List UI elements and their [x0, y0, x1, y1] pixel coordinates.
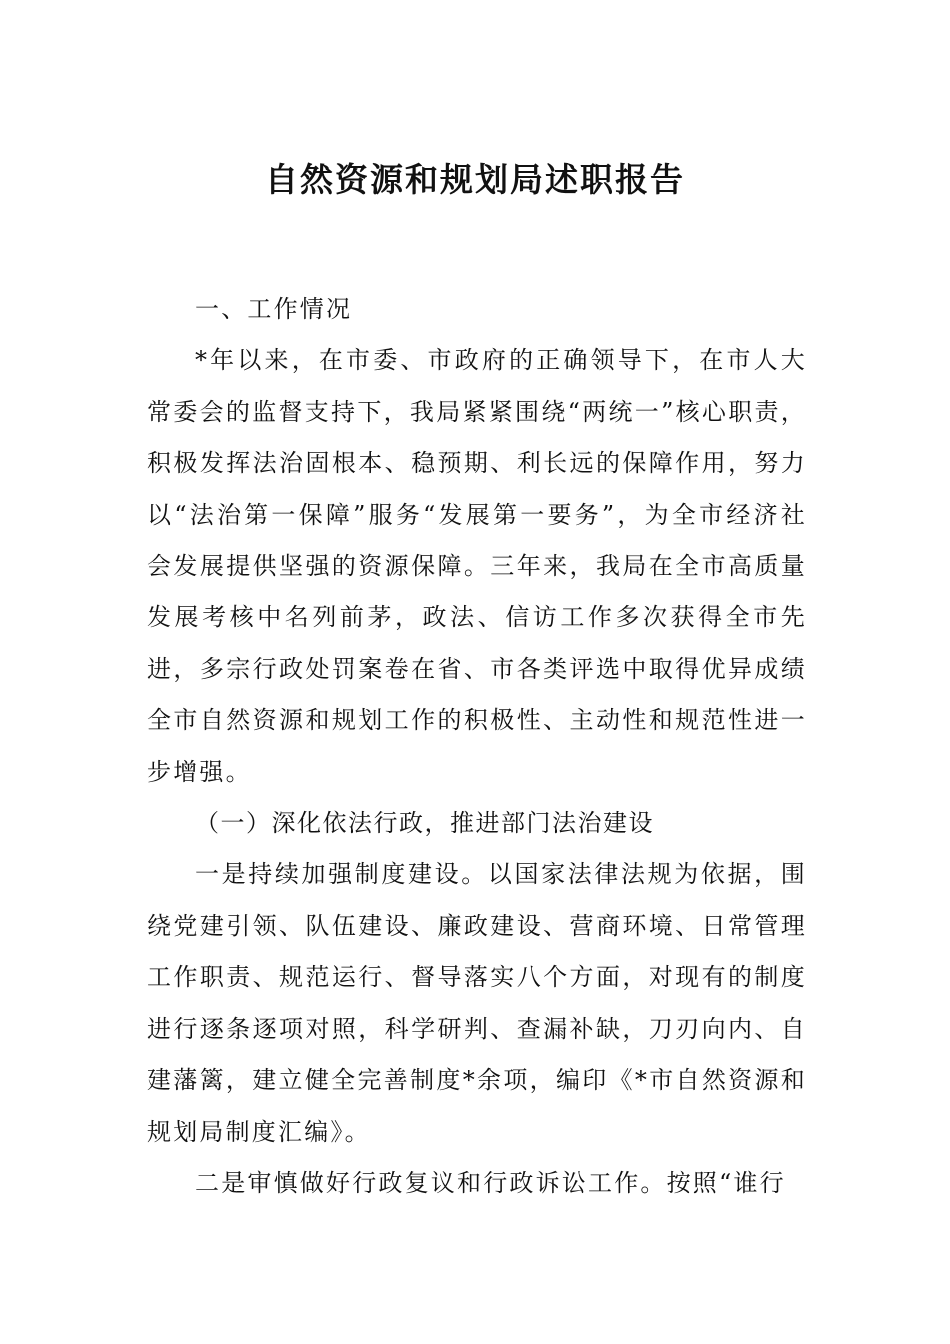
document-title: 自然资源和规划局述职报告: [265, 160, 685, 199]
intro-paragraph: *年以来，在市委、市政府的正确领导下，在市人大常委会的监督支持下，我局紧紧围绕“两统一”核心职责，积极发挥法治固根本、稳预期、利长远的保障作用，努力以“法治第一保障”服务“发展第一要务”，为全市经济社会发展提供坚强的资源保障。三年来，我局在全市高质量发展考核中名列前茅，政法、信访工作多次获得全市先进，多宗行政处罚案卷在省、市各类评选中取得优异成绩全市自然资源和规划工作的积极性、主动性和规范性进一步增强。: [147, 346, 807, 786]
section-heading: 一、工作情况: [195, 295, 353, 323]
paragraph-point-1: 一是持续加强制度建设。以国家法律法规为依据，围绕党建引领、队伍建设、廉政建设、营商环境、日常管理工作职责、规范运行、督导落实八个方面，对现有的制度进行逐条逐项对照，科学研判、查漏补缺，刀刃向内、自建藩篱，建立健全完善制度*余项，编印《*市自然资源和规划局制度汇编》。: [147, 860, 807, 1146]
paragraph-point-2: 二是审慎做好行政复议和行政诉讼工作。按照“谁行: [195, 1168, 786, 1197]
subsection-heading: （一）深化依法行政，推进部门法治建设: [195, 809, 654, 838]
document-body: [147, 284, 807, 1209]
